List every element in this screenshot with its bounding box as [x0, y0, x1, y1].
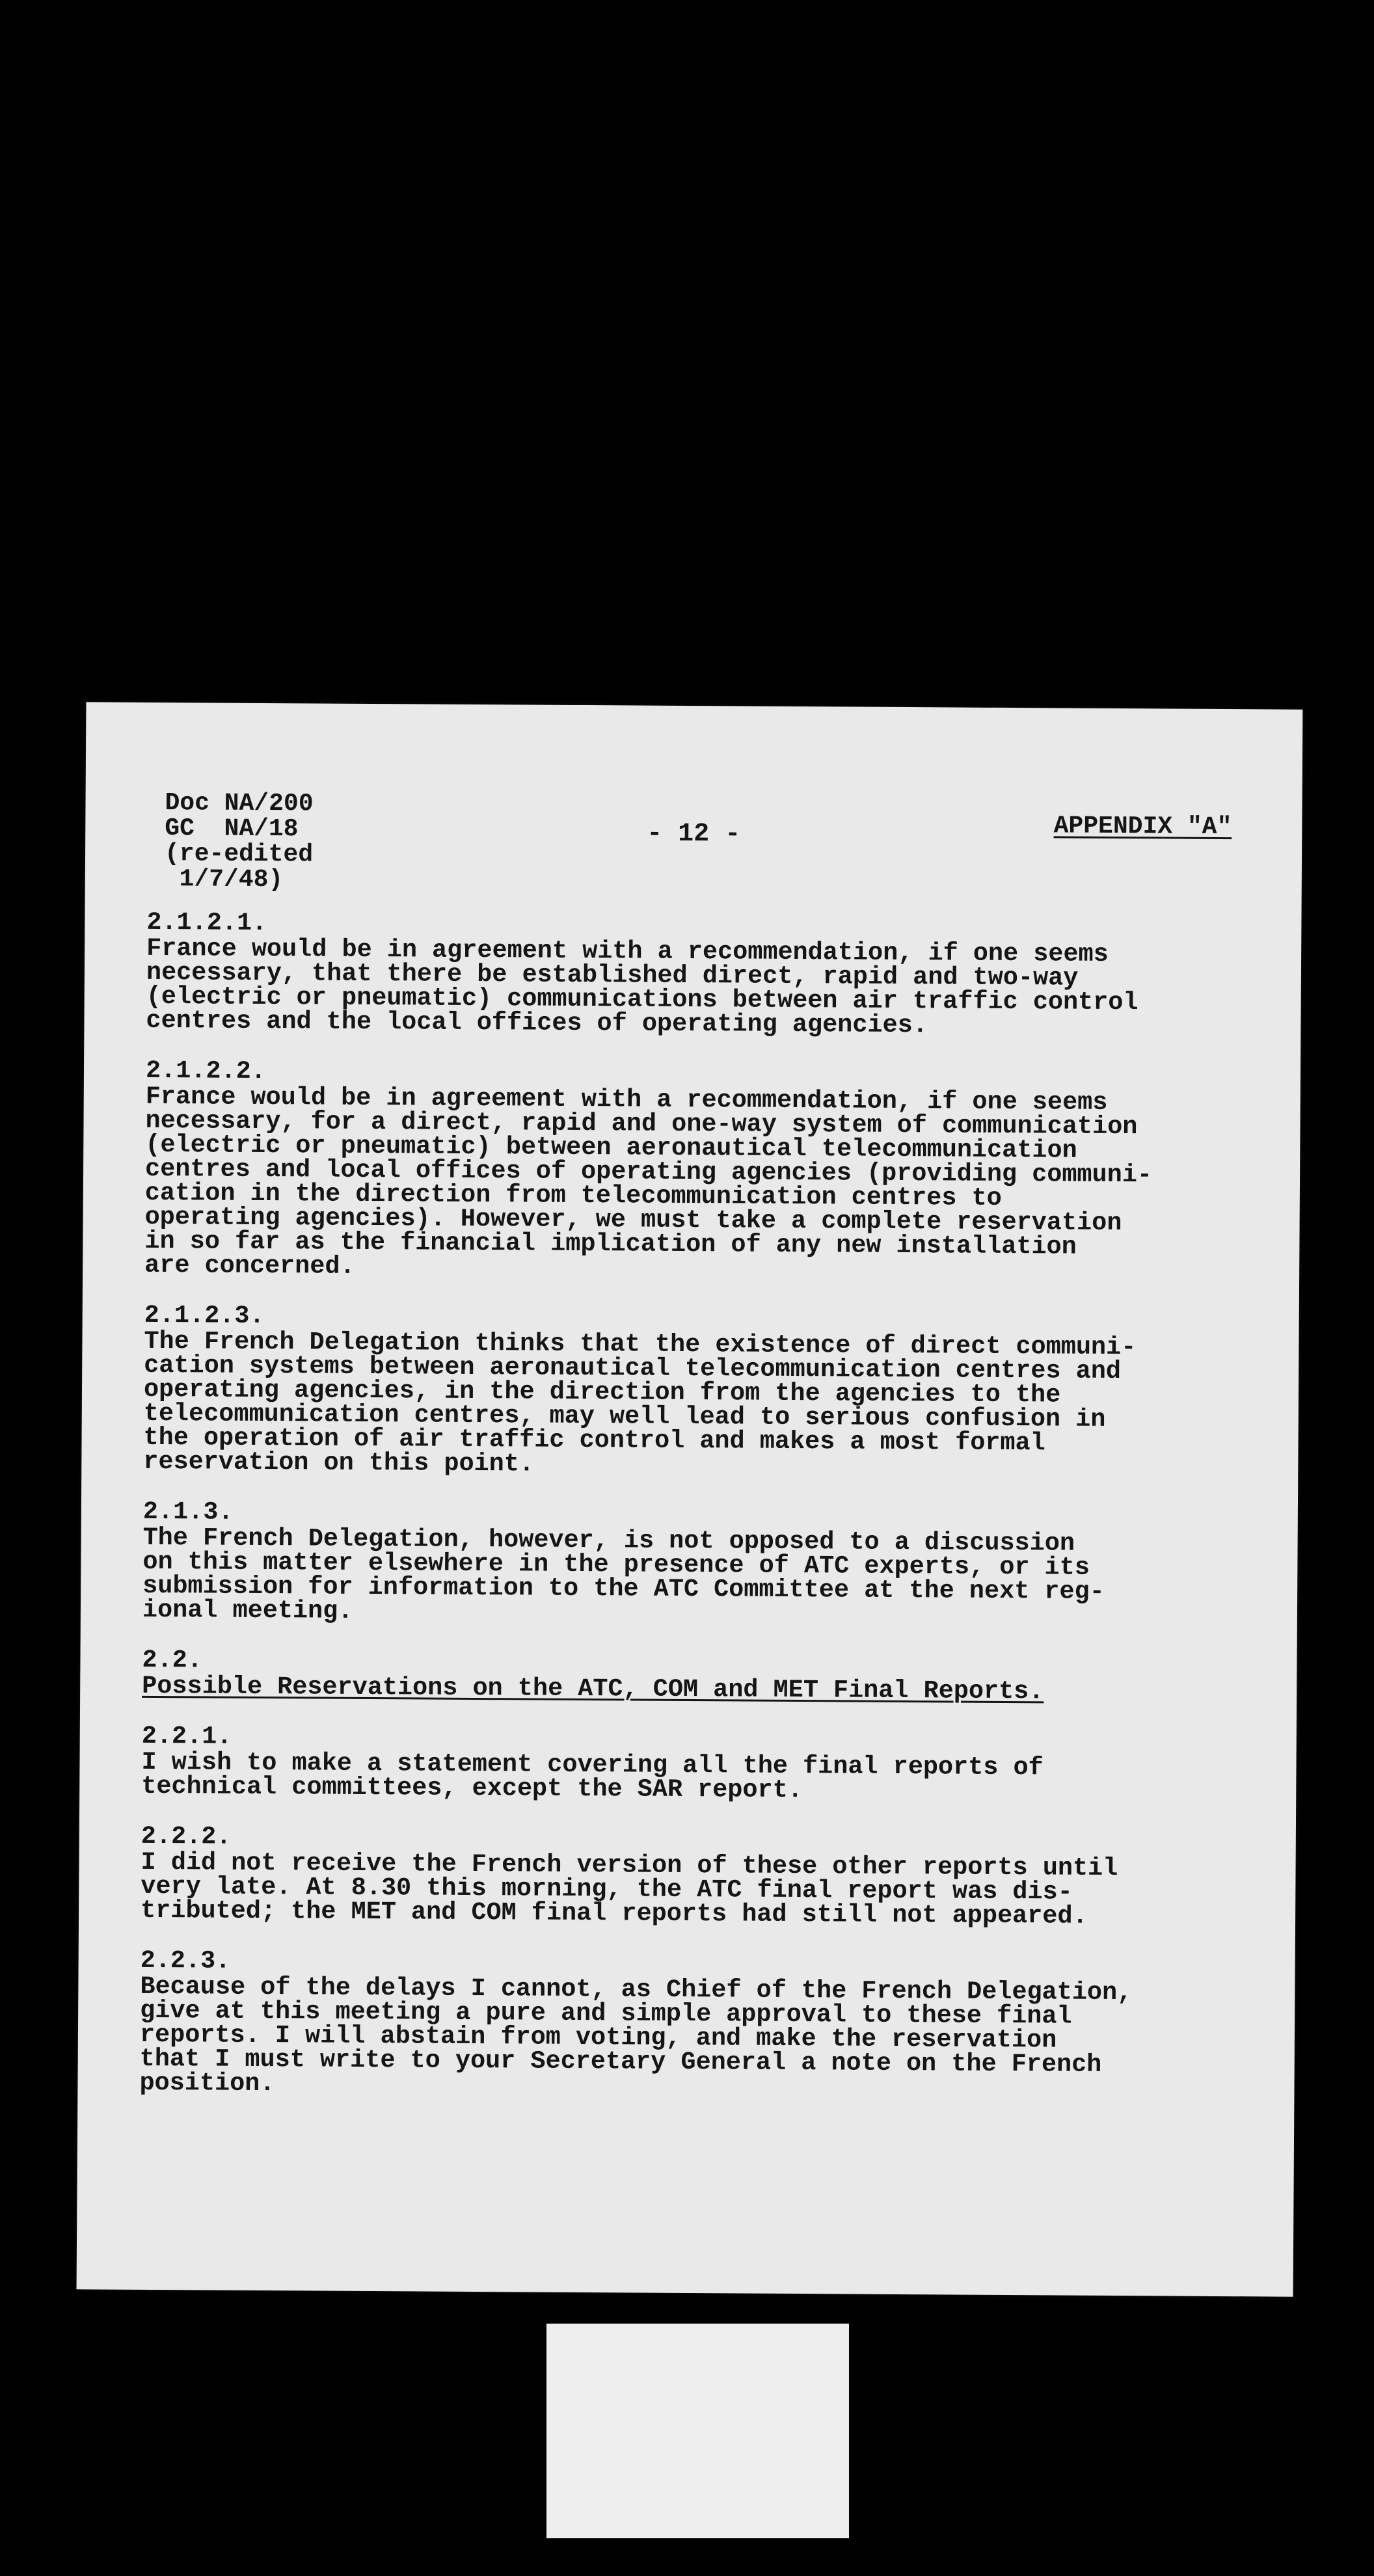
section-number: 2.1.2.1.: [146, 907, 267, 938]
document-body: [139, 907, 1265, 2128]
section-text: France would be in agreement with a recommendation, if one seems necessary, that there be established direct, rapid and two-way (electric or pneumatic) communications between air traffic control centres and the local offices of operating agencies.: [146, 933, 1138, 1040]
section-text: France would be in agreement with a recommendation, if one seems necessary, for a direct, rapid and one-way system of communication (electric or pneumatic) between aeronautical telecommunication centres and local offices of operating agencies (providing communi- cation in the direction from telecommunication centres to operating agencies). However, we must take a complete reservation in so far as the financial implication of any new installation are concerned.: [144, 1082, 1153, 1281]
section-2-1-3: [142, 1497, 1262, 1630]
section-number: 2.1.3.: [142, 1497, 234, 1527]
section-2-1-2-3: [143, 1300, 1263, 1481]
section-text: The French Delegation thinks that the existence of direct communi- cation systems between aeronautical telecommunication centres and operating agencies, in the direction from the agencies to the telecommunication centres, may well lead to serious confusion in the operation of air traffic control and makes a most formal reservation on this point.: [143, 1326, 1137, 1479]
section-2-2: [142, 1645, 1261, 1706]
section-number: 2.2.2.: [141, 1821, 232, 1851]
document-page: [77, 702, 1303, 2296]
section-2-2-3: [139, 1946, 1259, 2102]
section-text: The French Delegation, however, is not opposed to a discussion on this matter elsewhere in the presence of ATC experts, or its submission for information to the ATC Committee at the next reg- ional meeting.: [142, 1523, 1105, 1626]
blank-card: [546, 2324, 849, 2538]
section-number: 2.2.1.: [141, 1721, 232, 1751]
document-reference: Doc NA/200 GC NA/18 (re-edited 1/7/48): [164, 789, 314, 894]
section-text: I did not receive the French version of these other reports until very late. At 8.30 this morning, the ATC final report was dis- tributed; the MET and COM final reports had still not appeared.: [140, 1847, 1118, 1931]
section-number: 2.1.2.2.: [145, 1056, 266, 1086]
section-2-2-2: [140, 1821, 1260, 1931]
section-number: 2.2.: [142, 1645, 203, 1675]
section-number: 2.1.2.3.: [144, 1300, 265, 1331]
section-2-1-2-2: [144, 1056, 1265, 1285]
section-heading: Possible Reservations on the ATC, COM and MET Final Reports.: [142, 1671, 1044, 1706]
appendix-label: APPENDIX "A": [1053, 812, 1232, 842]
section-text: Because of the delays I cannot, as Chief of the French Delegation, give at this meeting a pure and simple approval to these final reports. I will abstain from voting, and make the reservation that I must write to your Secretary General a note on the French position.: [139, 1972, 1133, 2099]
section-text: I wish to make a statement covering all the final reports of technical committees, except the SAR report.: [141, 1747, 1044, 1805]
section-2-1-2-1: [146, 907, 1265, 1040]
page-number: - 12 -: [647, 819, 741, 850]
section-number: 2.2.3.: [140, 1946, 231, 1976]
section-2-2-1: [141, 1721, 1261, 1806]
